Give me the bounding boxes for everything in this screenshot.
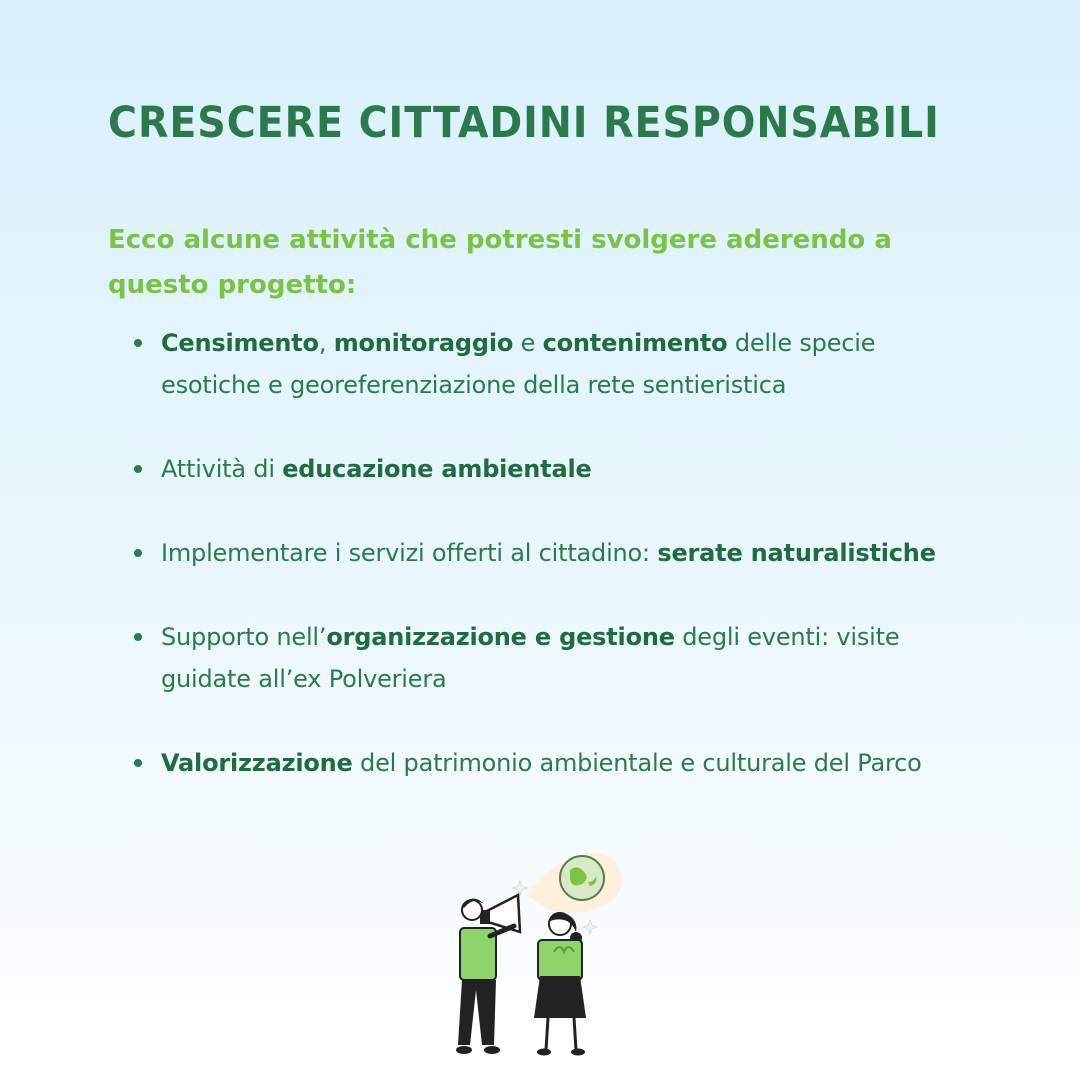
bold-text: contenimento	[542, 329, 728, 357]
list-item: Attività di educazione ambientale	[130, 448, 960, 490]
list-item: Supporto nell’organizzazione e gestione degli eventi: visite guidate all’ex Polveriera	[130, 616, 960, 700]
intro-text: Ecco alcune attività che potresti svolgere aderendo a questo progetto:	[108, 225, 892, 300]
woman-figure-icon	[534, 912, 586, 1055]
list-item: Valorizzazione del patrimonio ambientale e culturale del Parco	[130, 742, 960, 784]
sparkle-icon	[512, 880, 528, 896]
activity-list	[130, 322, 960, 826]
megaphone-people-illustration	[430, 840, 630, 1070]
bold-text: organizzazione e gestione	[326, 623, 675, 651]
bold-text: Censimento	[161, 329, 319, 357]
globe-icon	[560, 856, 604, 900]
list-item: Implementare i servizi offerti al cittadino: serate naturalistiche	[130, 532, 960, 574]
sparkle-icon	[583, 920, 597, 934]
list-item: Censimento, monitoraggio e contenimento delle specie esotiche e georeferenziazione della rete sentieristica	[130, 322, 960, 406]
bold-text: educazione ambientale	[282, 455, 592, 483]
bold-text: Valorizzazione	[161, 749, 353, 777]
page-title: CRESCERE CITTADINI RESPONSABILI	[108, 98, 940, 148]
bold-text: monitoraggio	[333, 329, 514, 357]
bold-text: serate naturalistiche	[657, 539, 936, 567]
